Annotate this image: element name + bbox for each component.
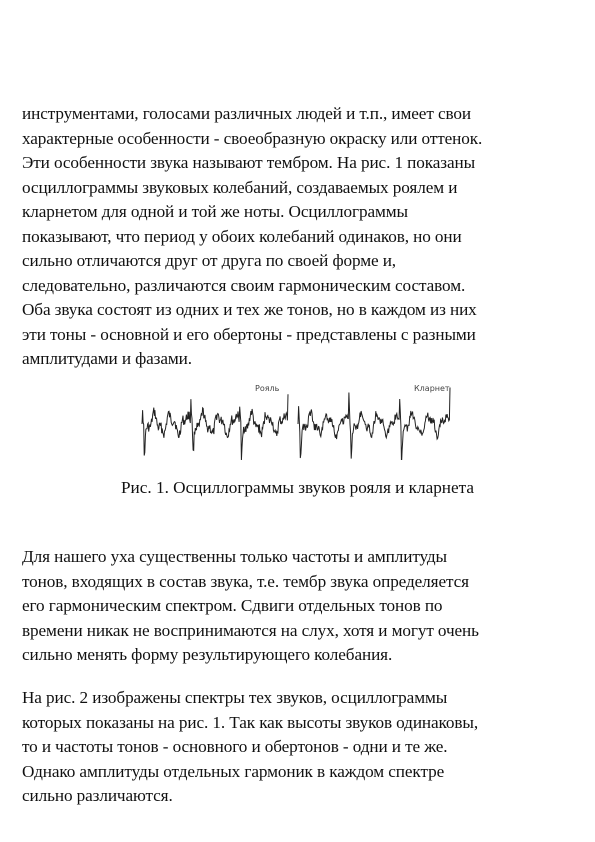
paragraph-1: [22, 102, 582, 372]
oscillogram-svg: [138, 378, 458, 460]
paragraph-1-line: эти тоны - основной и его обертоны - представлены с разными: [22, 324, 476, 344]
paragraph-3-line: то и частоты тонов - основного и обертонов - одни и те же.: [22, 737, 448, 756]
paragraph-1-line: показывают, что период у обоих колебаний одинаков, но они: [22, 226, 462, 246]
paragraph-3-line: сильно различаются.: [22, 786, 173, 805]
paragraph-2-line: сильно менять форму результирующего колебания.: [22, 645, 393, 664]
paragraph-3: [22, 686, 582, 809]
paragraph-1-line: следовательно, различаются своим гармоническим составом.: [22, 275, 466, 295]
figure-caption: Рис. 1. Осциллограммы звуков рояля и кларнета: [121, 478, 474, 497]
paragraph-1-line: осциллограммы звуковых колебаний, создаваемых роялем и: [22, 177, 458, 197]
paragraph-3-line: Однако амплитуды отдельных гармоник в каждом спектре: [22, 761, 445, 781]
piano-oscillogram: [142, 394, 288, 460]
paragraph-3-line: На рис. 2 изображены спектры тех звуков, осциллограммы: [22, 688, 448, 707]
paragraph-2-line: Для нашего уха существенны только частоты и амплитуды: [22, 547, 448, 566]
paragraph-1-line: Оба звука состоят из одних и тех же тонов, но в каждом из них: [22, 300, 477, 319]
paragraph-2-line: тонов, входящих в состав звука, т.е. тембр звука определяется: [22, 571, 469, 591]
paragraph-2-line: его гармоническим спектром. Сдвиги отдельных тонов по: [22, 596, 443, 615]
clarinet-oscillogram: [298, 388, 450, 461]
oscillogram-figure: [138, 378, 458, 460]
paragraph-1-line: амплитудами и фазами.: [22, 349, 192, 368]
piano-label: Рояль: [255, 384, 280, 393]
paragraph-1-line: кларнетом для одной и той же ноты. Осциллограммы: [22, 202, 408, 221]
paragraph-1-line: сильно отличаются друг от друга по своей форме и,: [22, 251, 397, 270]
clarinet-label: Кларнет: [414, 384, 450, 393]
paragraph-3-line: которых показаны на рис. 1. Так как высоты звуков одинаковы,: [22, 712, 479, 732]
paragraph-1-line: Эти особенности звука называют тембром. На рис. 1 показаны: [22, 153, 476, 172]
paragraph-2: [22, 545, 582, 668]
paragraph-1-line: инструментами, голосами различных людей и т.п., имеет свои: [22, 104, 471, 123]
paragraph-1-line: характерные особенности - своеобразную окраску или оттенок.: [22, 128, 483, 148]
paragraph-2-line: времени никак не воспринимаются на слух, хотя и могут очень: [22, 620, 479, 640]
